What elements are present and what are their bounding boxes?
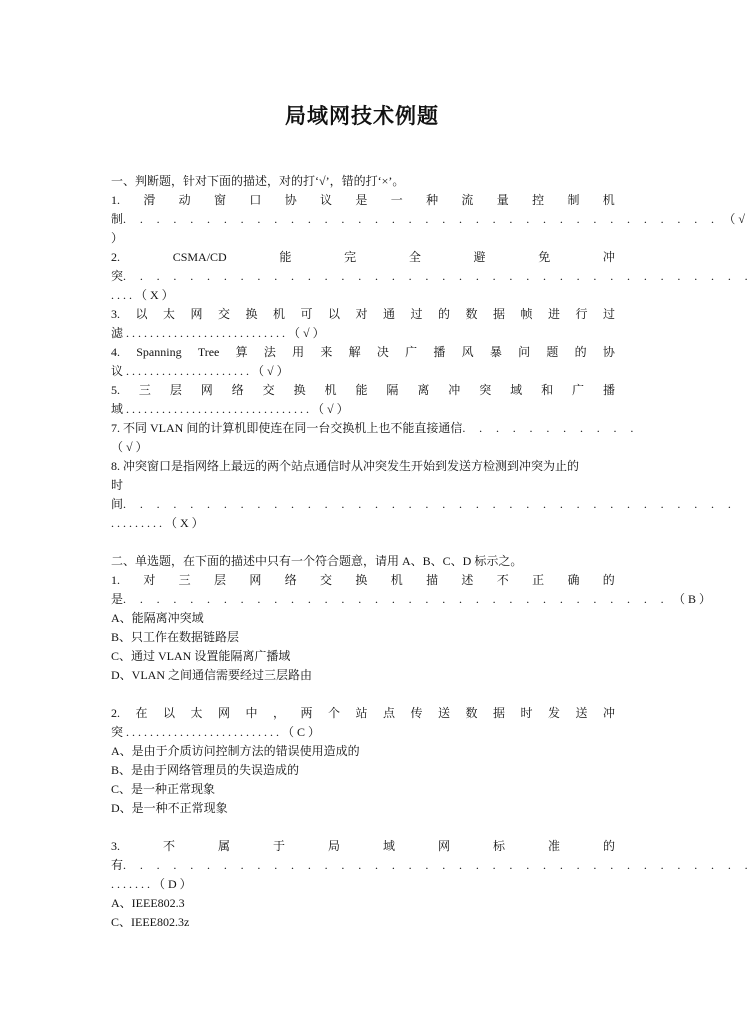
question-number: 4. xyxy=(111,345,120,359)
section2-heading: 二、单选题，在下面的描述中只有一个符合题意，请用 A、B、C、D 标示之。 xyxy=(111,554,523,568)
s1-q3-dots: . . . . . . . . . . . . . . . . . . . . . . . . . . . xyxy=(126,326,286,340)
question-char: 对 xyxy=(143,573,156,587)
section1-heading: 一、判断题，针对下面的描述，对的打‘√’，错的打‘×’。 xyxy=(111,174,405,188)
s2-q2-line1 xyxy=(111,704,615,723)
question-char: 准 xyxy=(547,839,560,853)
question-char: 发 xyxy=(547,706,560,720)
question-char: 述 xyxy=(461,573,474,587)
question-char: 突 xyxy=(479,383,492,397)
question-number: 1. xyxy=(111,573,120,587)
s1-q8-dots4: . . . . . . . . . xyxy=(111,516,162,530)
s1-q2-line1 xyxy=(111,248,615,267)
s1-q2-line3 xyxy=(111,286,615,305)
s1-q8-line4 xyxy=(111,514,615,533)
question-char: 广 xyxy=(572,383,585,397)
s1-q2-line2 xyxy=(111,267,753,286)
s1-q2-dots: . . . . . . . . . . . . . . . . . . . . . . . . . . . . . . . . . . . . . . xyxy=(123,269,753,283)
question-char: 冲 xyxy=(602,706,615,720)
question-char: 于 xyxy=(272,839,285,853)
question-char: 算 xyxy=(235,345,248,359)
question-char: 口 xyxy=(249,193,262,207)
s1-q3-lead: 滤 xyxy=(111,326,124,340)
question-char: 的 xyxy=(602,573,615,587)
s2-q3-line1 xyxy=(111,837,615,856)
question-char: 网 xyxy=(249,573,262,587)
question-char: 太 xyxy=(162,307,175,321)
question-char: 广 xyxy=(405,345,418,359)
question-char: 制 xyxy=(567,193,580,207)
s1-q4-lead: 议 xyxy=(111,364,124,378)
question-char: 解 xyxy=(348,345,361,359)
question-char: 数 xyxy=(465,307,478,321)
question-char: 在 xyxy=(135,706,148,720)
question-char: 送 xyxy=(575,706,588,720)
question-char: 点 xyxy=(382,706,395,720)
question-char: 题 xyxy=(546,345,559,359)
question-number: 1. xyxy=(111,193,120,207)
question-char: 太 xyxy=(190,706,203,720)
question-char: 网 xyxy=(217,706,230,720)
question-char: 域 xyxy=(382,839,395,853)
question-char: 行 xyxy=(575,307,588,321)
s2-q2-option-d: D、是一种不正常现象 xyxy=(111,801,228,815)
question-char: 是 xyxy=(355,193,368,207)
s2-q2-answer: （ C ） xyxy=(282,725,321,739)
s2-q1-line1 xyxy=(111,571,615,590)
question-char: 决 xyxy=(376,345,389,359)
s1-q8-lead: 间 xyxy=(111,497,124,511)
question-char: 网 xyxy=(437,839,450,853)
question-char: 数 xyxy=(465,706,478,720)
question-char: 滑 xyxy=(143,193,156,207)
s1-q5-line1 xyxy=(111,381,615,400)
s1-q1-line3: ） xyxy=(111,231,124,245)
question-char: 暴 xyxy=(489,345,502,359)
question-char: 窗 xyxy=(214,193,227,207)
question-gap xyxy=(111,818,615,837)
question-number: 3. xyxy=(111,839,120,853)
question-char: 确 xyxy=(567,573,580,587)
question-char: 流 xyxy=(461,193,474,207)
question-char: 不 xyxy=(496,573,509,587)
question-char: Spanning xyxy=(136,345,182,359)
s2-q3-option-a: A、IEEE802.3 xyxy=(111,896,185,910)
page-title: 局域网技术例题 xyxy=(285,104,439,128)
s2-q3-dots3: . . . . . . . xyxy=(111,877,150,891)
s2-q3-line2 xyxy=(111,856,753,875)
s2-q3-line3 xyxy=(111,875,615,894)
question-number: 5. xyxy=(111,383,120,397)
question-number: 2. xyxy=(111,706,120,720)
section-gap xyxy=(111,533,615,552)
question-char: 冲 xyxy=(602,250,615,264)
question-char: 机 xyxy=(272,307,285,321)
question-char: 帧 xyxy=(520,307,533,321)
s1-q2-dots3: . . . . xyxy=(111,288,132,302)
question-char: 时 xyxy=(520,706,533,720)
s1-q7-line1 xyxy=(111,419,639,438)
s2-q2-line2 xyxy=(111,723,615,742)
question-char: Tree xyxy=(197,345,220,359)
s2-q1-answer: （ B ） xyxy=(673,592,712,606)
question-char: 过 xyxy=(602,307,615,321)
s1-q5-dots: . . . . . . . . . . . . . . . . . . . . . . . . . . . . . . . xyxy=(126,402,310,416)
question-number: 2. xyxy=(111,250,120,264)
question-char: 量 xyxy=(496,193,509,207)
question-char: 以 xyxy=(135,307,148,321)
question-char: 换 xyxy=(293,383,306,397)
question-char: 能 xyxy=(279,250,292,264)
question-char: 换 xyxy=(355,573,368,587)
s2-q1-option-b: B、只工作在数据链路层 xyxy=(111,630,240,644)
s2-q2-option-b: B、是由于网络管理员的失误造成的 xyxy=(111,763,300,777)
question-char: 播 xyxy=(433,345,446,359)
question-char: 标 xyxy=(492,839,505,853)
question-char: 以 xyxy=(162,706,175,720)
s1-q3-line2 xyxy=(111,324,615,343)
question-char: 不 xyxy=(162,839,175,853)
s1-q3-line1 xyxy=(111,305,615,324)
question-char: 网 xyxy=(200,383,213,397)
question-char: 全 xyxy=(408,250,421,264)
question-char: 交 xyxy=(320,573,333,587)
question-char: 机 xyxy=(390,573,403,587)
s2-q2-lead: 突 xyxy=(111,725,124,739)
s2-q1-option-a: A、能隔离冲突域 xyxy=(111,611,204,625)
question-char: 和 xyxy=(541,383,554,397)
question-char: 冲 xyxy=(448,383,461,397)
s1-q8-line1: 8. 冲突窗口是指网络上最远的两个站点通信时从冲突发生开始到发送方检测到冲突为止的 xyxy=(111,459,580,473)
question-char: 送 xyxy=(437,706,450,720)
question-char: 中 xyxy=(245,706,258,720)
question-char: 层 xyxy=(169,383,182,397)
s2-q2-option-c: C、是一种正常现象 xyxy=(111,782,216,796)
question-char: 过 xyxy=(410,307,423,321)
question-char: 局 xyxy=(327,839,340,853)
question-char: 来 xyxy=(320,345,333,359)
s2-q1-option-c: C、通过 VLAN 设置能隔离广播域 xyxy=(111,649,291,663)
s2-q3-answer: （ D ） xyxy=(153,877,192,891)
question-char: 对 xyxy=(355,307,368,321)
s1-q4-dots: . . . . . . . . . . . . . . . . . . . . . xyxy=(126,364,250,378)
s2-q3-option-c: C、IEEE802.3z xyxy=(111,915,190,929)
question-char: 据 xyxy=(492,307,505,321)
s1-q7-text: 7. 不同 VLAN 间的计算机即使连在同一台交换机上也不能直接通信 xyxy=(111,421,463,435)
s2-q1-option-d: D、VLAN 之间通信需要经过三层路由 xyxy=(111,668,312,682)
question-char: 协 xyxy=(602,345,615,359)
s1-q1-answer: （ √ xyxy=(723,212,746,226)
question-char: CSMA/CD xyxy=(172,250,227,264)
question-char: 播 xyxy=(602,383,615,397)
question-char: 层 xyxy=(214,573,227,587)
s2-q3-dots: . . . . . . . . . . . . . . . . . . . . . . . . . . . . . . . . . . . . . . xyxy=(123,858,753,872)
s1-q8-dots: . . . . . . . . . . . . . . . . . . . . . . . . . . . . . . . . . . . . . xyxy=(123,497,737,511)
question-gap xyxy=(111,685,615,704)
question-char: 机 xyxy=(602,193,615,207)
question-char: 描 xyxy=(426,573,439,587)
s1-q7-answer: （ √ ） xyxy=(111,440,148,454)
question-char: 两 xyxy=(300,706,313,720)
s1-q4-line2 xyxy=(111,362,615,381)
question-char: 的 xyxy=(602,839,615,853)
question-char: 能 xyxy=(355,383,368,397)
s1-q1-lead: 制 xyxy=(111,212,124,226)
s1-q7-dots: . . . . . . . . . . . xyxy=(462,421,639,435)
question-char: 协 xyxy=(284,193,297,207)
s1-q1-dots: . . . . . . . . . . . . . . . . . . . . . . . . . . . . . . . . . . . . xyxy=(123,212,720,226)
document-body xyxy=(111,172,753,932)
question-char: 换 xyxy=(245,307,258,321)
question-char: 通 xyxy=(382,307,395,321)
question-char: 机 xyxy=(324,383,337,397)
question-char: 络 xyxy=(231,383,244,397)
question-char: 正 xyxy=(532,573,545,587)
s2-q1-dots: . . . . . . . . . . . . . . . . . . . . . . . . . . . . . . . . . xyxy=(123,592,670,606)
s2-q2-option-a: A、是由于介质访问控制方法的错误使用造成的 xyxy=(111,744,360,758)
question-char: 问 xyxy=(518,345,531,359)
question-char: 动 xyxy=(178,193,191,207)
s2-q1-lead: 是 xyxy=(111,592,124,606)
question-char: 离 xyxy=(417,383,430,397)
question-char: 传 xyxy=(410,706,423,720)
question-char: 网 xyxy=(190,307,203,321)
s1-q5-line2 xyxy=(111,400,615,419)
question-char: 交 xyxy=(262,383,275,397)
s1-q5-lead: 域 xyxy=(111,402,124,416)
s1-q8-line2: 时 xyxy=(111,478,124,492)
question-char: 域 xyxy=(510,383,523,397)
s1-q3-answer: （ √ ） xyxy=(288,326,325,340)
question-char: 议 xyxy=(320,193,333,207)
s1-q8-line3 xyxy=(111,495,737,514)
s1-q5-answer: （ √ ） xyxy=(312,402,349,416)
question-char: 的 xyxy=(574,345,587,359)
question-char: 个 xyxy=(327,706,340,720)
question-char: 交 xyxy=(217,307,230,321)
question-char: 络 xyxy=(284,573,297,587)
s1-q1-line1 xyxy=(111,191,615,210)
question-char: 控 xyxy=(532,193,545,207)
question-char: 可 xyxy=(300,307,313,321)
question-char: 免 xyxy=(538,250,551,264)
s1-q2-lead: 突 xyxy=(111,269,124,283)
question-char: 风 xyxy=(461,345,474,359)
question-number: 3. xyxy=(111,307,120,321)
question-char: 种 xyxy=(426,193,439,207)
s1-q8-answer: （ X ） xyxy=(165,516,204,530)
question-char: ， xyxy=(272,706,285,720)
question-char: 法 xyxy=(263,345,276,359)
question-char: 避 xyxy=(473,250,486,264)
question-char: 隔 xyxy=(386,383,399,397)
question-char: 用 xyxy=(292,345,305,359)
question-char: 三 xyxy=(178,573,191,587)
question-char: 以 xyxy=(327,307,340,321)
s2-q1-line2 xyxy=(111,590,712,609)
question-char: 属 xyxy=(217,839,230,853)
question-char: 三 xyxy=(138,383,151,397)
question-char: 一 xyxy=(390,193,403,207)
s1-q2-answer: （ X ） xyxy=(135,288,174,302)
question-char: 据 xyxy=(492,706,505,720)
s2-q2-dots: . . . . . . . . . . . . . . . . . . . . . . . . . . xyxy=(126,725,280,739)
question-char: 进 xyxy=(547,307,560,321)
s1-q4-answer: （ √ ） xyxy=(252,364,289,378)
s1-q1-line2 xyxy=(111,210,746,229)
question-char: 的 xyxy=(437,307,450,321)
question-char: 站 xyxy=(355,706,368,720)
question-char: 完 xyxy=(344,250,357,264)
s1-q4-line1 xyxy=(111,343,615,362)
s2-q3-lead: 有 xyxy=(111,858,124,872)
